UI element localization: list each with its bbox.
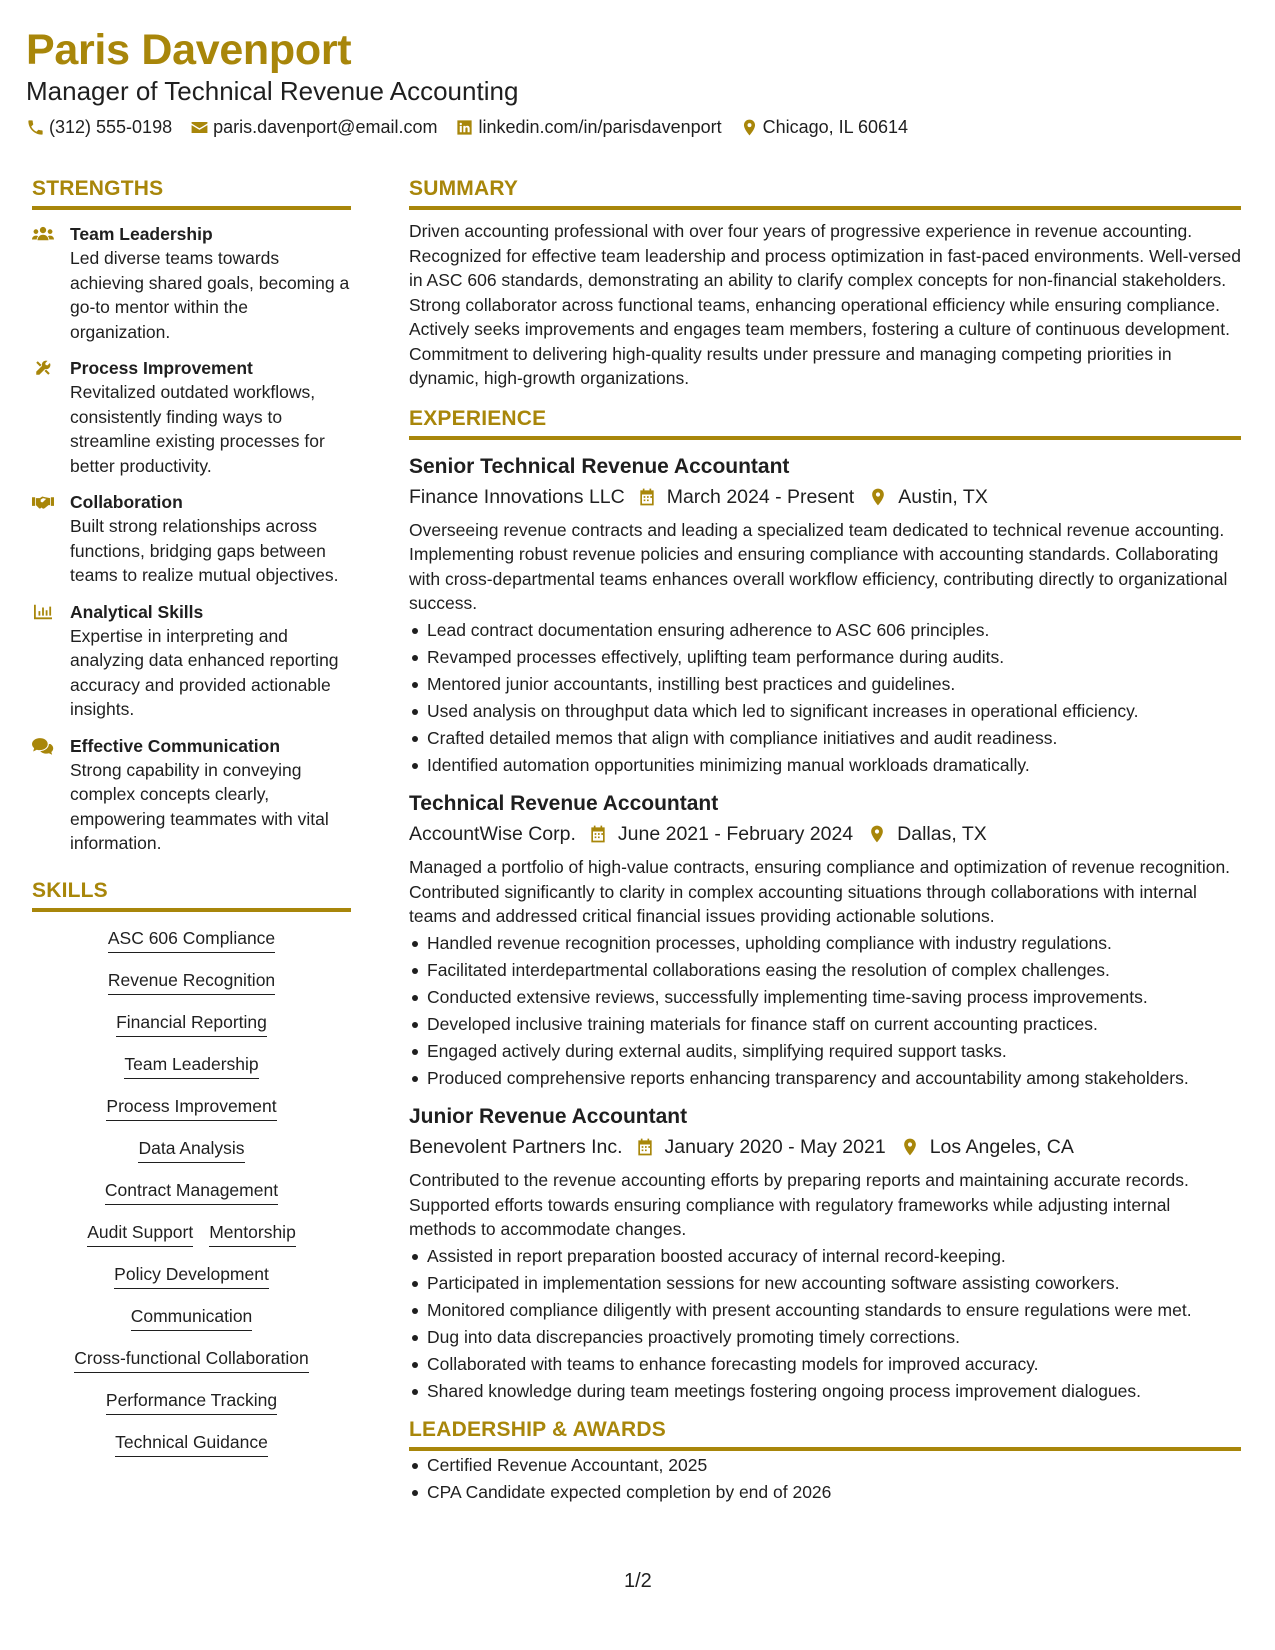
contact-phone: [26, 116, 172, 138]
strength-desc: Built strong relationships across functions, bridging gaps between teams to realize mutual objectives.: [70, 516, 339, 585]
email-text[interactable]: paris.davenport@email.com: [213, 117, 438, 137]
job-location: Dallas, TX: [897, 823, 987, 845]
list-item: Crafted detailed memos that align with compliance initiatives and audit readiness.: [409, 726, 1241, 751]
list-item: Engaged actively during external audits, simplifying required support tasks.: [409, 1039, 1241, 1064]
job-company: AccountWise Corp.: [409, 823, 576, 845]
skills-list: [32, 926, 351, 1472]
location-pin-icon: [867, 824, 887, 844]
contact-bar: [26, 116, 1226, 138]
skill-tag: Cross-functional Collaboration: [74, 1346, 308, 1373]
skill-tag: Policy Development: [114, 1262, 269, 1289]
job-title: Senior Technical Revenue Accountant: [409, 454, 790, 478]
list-item: Produced comprehensive reports enhancing transparency and accountability among stakeholders.: [409, 1066, 1241, 1091]
contact-linkedin[interactable]: [455, 116, 721, 138]
job-entry: [409, 790, 1241, 1090]
candidate-name: Paris Davenport: [26, 26, 352, 74]
list-item: Assisted in report preparation boosted accuracy of internal record-keeping.: [409, 1244, 1241, 1269]
job-dates: June 2021 - February 2024: [617, 823, 854, 845]
strength-desc: Revitalized outdated workflows, consistently finding ways to streamline existing processes for better productivity.: [70, 382, 325, 476]
list-item: Lead contract documentation ensuring adherence to ASC 606 principles.: [409, 618, 1241, 643]
list-item: Used analysis on throughput data which led to significant increases in operational efficiency.: [409, 699, 1241, 724]
linkedin-icon: [455, 118, 474, 137]
job-dates: March 2024 - Present: [666, 485, 855, 508]
linkedin-text[interactable]: linkedin.com/in/parisdavenport: [478, 117, 722, 137]
strengths-heading: STRENGTHS: [32, 176, 351, 210]
summary-text: Driven accounting professional with over four years of progressive experience in revenue accounting. Recognized for effective team leadership and process optimization in fast-paced environments. Well-versed in ASC 606 standards, demonstrating an ability to clarify complex concepts for non-financial stakeholders. Strong collaborator across functional teams, enhancing operational efficiency while ensuring compliance. Actively seeks improvements and engages team members, fostering a culture of continuous development. Commitment to delivering high-quality results under pressure and managing competing priorities in dynamic, high-growth organizations.: [409, 221, 1242, 388]
list-item: Mentored junior accountants, instilling best practices and guidelines.: [409, 672, 1241, 697]
list-item: Handled revenue recognition processes, upholding compliance with industry regulations.: [409, 931, 1241, 956]
job-location: Austin, TX: [898, 485, 988, 508]
list-item: Identified automation opportunities minimizing manual workloads dramatically.: [409, 753, 1241, 778]
contact-email[interactable]: [190, 116, 437, 138]
summary-heading: SUMMARY: [409, 176, 1241, 210]
calendar-icon: [588, 824, 608, 844]
list-item: Monitored compliance diligently with present accounting standards to ensure regulations were met.: [409, 1298, 1241, 1323]
phone-icon: [26, 118, 45, 137]
location-pin-icon: [900, 1137, 920, 1157]
skill-tag: Revenue Recognition: [108, 968, 275, 995]
strength-title: Collaboration: [70, 492, 183, 512]
strength-desc: Led diverse teams towards achieving shared goals, becoming a go-to mentor within the organization.: [70, 248, 350, 342]
tools-icon: [32, 359, 54, 377]
list-item: Collaborated with teams to enhance forecasting models for improved accuracy.: [409, 1352, 1241, 1377]
strength-title: Effective Communication: [70, 735, 281, 756]
strength-item: [32, 734, 351, 856]
job-description: Managed a portfolio of high-value contracts, ensuring compliance and optimization of revenue recognition. Contributed significantly to clarity in complex accounting situations through collaborations with internal teams and addressed critical financial issues providing actionable solutions.: [409, 857, 1231, 926]
users-icon: [32, 225, 54, 243]
skill-tag: Process Improvement: [106, 1094, 276, 1121]
job-entry: [409, 1103, 1241, 1403]
location-pin-icon: [868, 487, 888, 507]
job-meta: [409, 483, 1241, 511]
list-item: Conducted extensive reviews, successfully implementing time-saving process improvements.: [409, 985, 1241, 1010]
job-description: Overseeing revenue contracts and leading a specialized team dedicated to technical revenue accounting. Implementing robust revenue policies and ensuring compliance with accounting standards. Collaborating with cross-departmental teams enhances overall workflow efficiency, contributing directly to organizational success.: [409, 519, 1228, 613]
calendar-icon: [637, 487, 657, 507]
skill-tag: Technical Guidance: [115, 1430, 268, 1457]
job-bullets: [409, 931, 1241, 1091]
chat-icon: [32, 737, 54, 755]
handshake-icon: [32, 493, 54, 511]
calendar-icon: [635, 1137, 655, 1157]
job-dates: January 2020 - May 2021: [664, 1136, 886, 1158]
strength-title: Team Leadership: [70, 224, 213, 244]
contact-location: [740, 116, 908, 138]
strength-item: [32, 222, 351, 344]
envelope-icon: [190, 118, 209, 137]
location-text: Chicago, IL 60614: [762, 117, 909, 137]
skill-tag: Data Analysis: [138, 1136, 244, 1163]
skill-tag: Contract Management: [105, 1178, 278, 1205]
skill-tag: Team Leadership: [124, 1052, 258, 1079]
job-location: Los Angeles, CA: [929, 1136, 1074, 1158]
skill-tag: Financial Reporting: [116, 1010, 267, 1037]
skills-heading: SKILLS: [32, 878, 351, 912]
right-column: [409, 176, 1241, 1507]
strength-desc: Strong capability in conveying complex concepts clearly, empowering teammates with vital information.: [70, 759, 329, 853]
left-column: [32, 176, 351, 1472]
awards-list: [409, 1453, 1241, 1505]
strength-item: [32, 490, 351, 588]
skill-tag: ASC 606 Compliance: [108, 926, 275, 953]
list-item: Developed inclusive training materials for finance staff on current accounting practices.: [409, 1012, 1241, 1037]
job-title: Junior Revenue Accountant: [409, 1105, 688, 1128]
skill-tag: Performance Tracking: [106, 1388, 277, 1415]
job-entry: [409, 453, 1241, 778]
list-item: Shared knowledge during team meetings fostering ongoing process improvement dialogues.: [409, 1379, 1241, 1404]
job-bullets: [409, 618, 1241, 778]
strength-desc: Expertise in interpreting and analyzing data enhanced reporting accuracy and provided actionable insights.: [70, 625, 339, 719]
list-item: Revamped processes effectively, uplifting team performance during audits.: [409, 645, 1241, 670]
skill-tag: Audit Support: [87, 1220, 193, 1247]
job-meta: [409, 820, 1241, 848]
list-item: Facilitated interdepartmental collaborations easing the resolution of complex challenges.: [409, 958, 1241, 983]
chart-icon: [32, 603, 54, 621]
list-item: Certified Revenue Accountant, 2025: [409, 1453, 1241, 1478]
strength-item: [32, 356, 351, 478]
page-number: 1/2: [624, 1570, 652, 1592]
list-item: Participated in implementation sessions for new accounting software assisting coworkers.: [409, 1271, 1241, 1296]
job-title: Technical Revenue Accountant: [409, 792, 719, 815]
skill-tag: Communication: [131, 1304, 253, 1331]
strength-title: Process Improvement: [70, 358, 253, 378]
strength-item: [32, 600, 351, 722]
phone-text: (312) 555-0198: [49, 117, 173, 137]
experience-heading: EXPERIENCE: [409, 406, 1241, 440]
job-bullets: [409, 1244, 1241, 1404]
location-pin-icon: [740, 118, 759, 137]
awards-heading: LEADERSHIP & AWARDS: [409, 1417, 1241, 1451]
skill-tag: Mentorship: [209, 1220, 296, 1247]
job-description: Contributed to the revenue accounting efforts by preparing reports and maintaining accurate records. Supported efforts towards ensuring compliance with regulatory frameworks while adjusting internal methods to accommodate changes.: [409, 1170, 1189, 1239]
list-item: Dug into data discrepancies proactively promoting timely corrections.: [409, 1325, 1241, 1350]
job-meta: [409, 1133, 1241, 1161]
strength-title: Analytical Skills: [70, 601, 204, 622]
candidate-title: Manager of Technical Revenue Accounting: [26, 76, 519, 106]
job-company: Benevolent Partners Inc.: [409, 1136, 623, 1158]
list-item: CPA Candidate expected completion by end of 2026: [409, 1480, 1241, 1505]
resume-header: [26, 24, 1226, 138]
job-company: Finance Innovations LLC: [409, 485, 625, 508]
